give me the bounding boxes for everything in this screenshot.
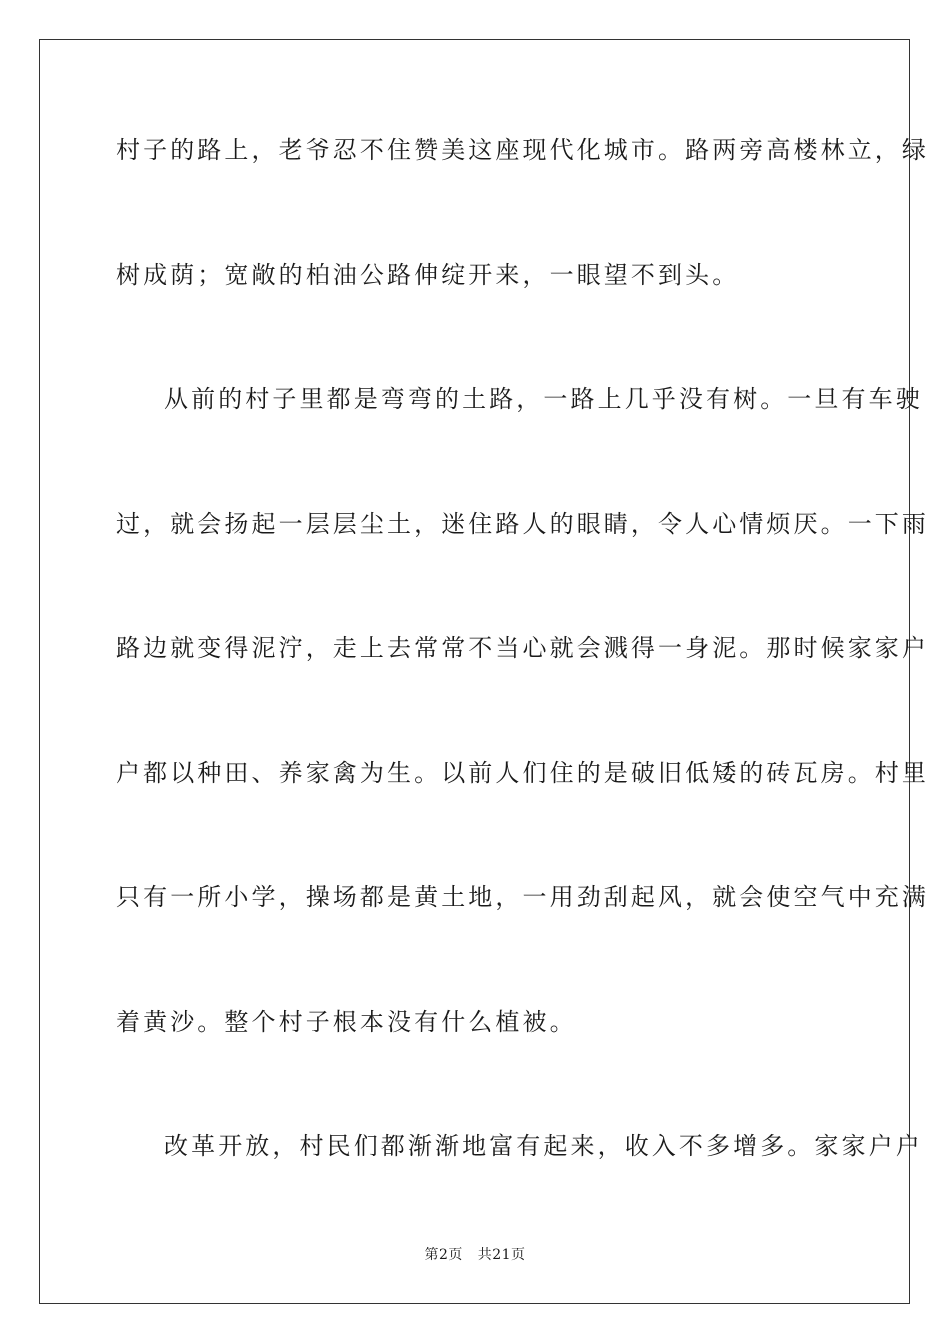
text-line-2: 树成荫；宽敞的柏油公路伸绽开来，一眼望不到头。 — [116, 261, 740, 289]
text-line-1: 村子的路上，老爷忍不住赞美这座现代化城市。路两旁高楼林立，绿 — [116, 136, 929, 164]
text-line-6: 户都以种田、养家禽为生。以前人们住的是破旧低矮的砖瓦房。村里 — [116, 759, 929, 787]
text-line-8: 着黄沙。整个村子根本没有什么植被。 — [116, 1008, 577, 1036]
page-border — [39, 39, 929, 1304]
paragraph-2-first-line: 从前的村子里都是弯弯的土路，一路上几乎没有树。一旦有车驶 — [164, 385, 923, 413]
page-number-footer: 第2页 共21页 — [424, 1247, 526, 1263]
paragraph-3-first-line: 改革开放，村民们都渐渐地富有起来，收入不多增多。家家户户 — [164, 1132, 923, 1160]
text-line-4: 过，就会扬起一层层尘土，迷住路人的眼睛，令人心情烦厌。一下雨 — [116, 510, 929, 538]
text-line-5: 路边就变得泥泞，走上去常常不当心就会溅得一身泥。那时候家家户 — [116, 634, 929, 662]
text-line-7: 只有一所小学，操场都是黄土地，一用劲刮起风，就会使空气中充满 — [116, 883, 929, 911]
